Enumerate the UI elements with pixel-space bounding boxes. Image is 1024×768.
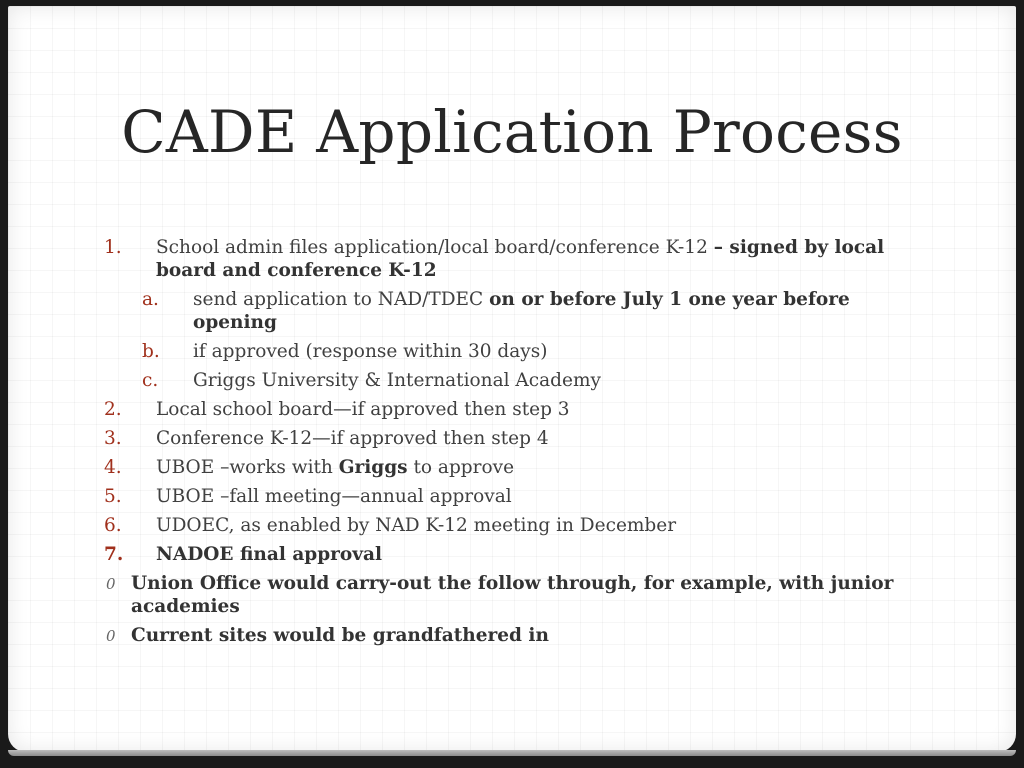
list-marker-b: b. [142,341,160,362]
bullet-marker-2: 0 [106,627,116,645]
list-marker-7: 7. [104,544,124,565]
list-marker-3: 3. [104,428,122,449]
slide-bottom-edge [8,750,1016,756]
list-subitem-b-text: if approved (response within 30 days) [193,341,548,362]
list-item-6 [104,514,924,537]
list-item-2 [104,398,924,421]
list-item-5 [104,485,924,508]
list-item-4 [104,456,924,479]
list-subitem-c-text: Griggs University & International Academy [193,370,601,391]
list-item-7 [104,543,924,566]
list-marker-1: 1. [104,237,122,258]
slide-content [104,236,924,653]
list-subitem-c [104,369,924,392]
slide-title: CADE Application Process [121,98,903,166]
list-subitem-b [104,340,924,363]
bullet-item-2 [104,624,924,647]
list-subitem-a-bold-text: on or before July 1 one year before opening [193,289,850,333]
list-item-2-text: Local school board—if approved then step 3 [156,399,570,420]
list-item-4-text: UBOE –works with [156,457,339,478]
list-subitem-a-text: send application to NAD/TDEC [193,289,490,310]
list-item-1-bold-text: – signed by local board and conference K-12 [156,237,885,281]
list-marker-6: 6. [104,515,122,536]
list-item-6-text: UDOEC, as enabled by NAD K-12 meeting in December [156,515,677,536]
list-item-5-text: UBOE –fall meeting—annual approval [156,486,512,507]
bullet-marker-1: 0 [106,575,116,593]
list-marker-2: 2. [104,399,122,420]
list-marker-a: a. [142,289,159,310]
list-subitem-a [104,288,924,334]
list-item-3 [104,427,924,450]
list-item-1 [104,236,924,282]
list-marker-c: c. [142,370,159,391]
list-item-7-bold-text: NADOE final approval [156,544,383,565]
list-item-4-bold-text: Griggs [338,457,408,478]
list-marker-5: 5. [104,486,122,507]
list-marker-4: 4. [104,457,122,478]
list-item-4-text-after: to approve [407,457,515,478]
bullet-item-1 [104,572,924,618]
bullet-item-2-bold-text: Current sites would be grandfathered in [131,625,549,646]
list-item-1-text: School admin files application/local board/conference K-12 [156,237,714,258]
list-item-3-text: Conference K-12—if approved then step 4 [156,428,549,449]
bullet-item-1-bold-text: Union Office would carry-out the follow through, for example, with junior academies [131,573,894,617]
slide [8,6,1016,752]
